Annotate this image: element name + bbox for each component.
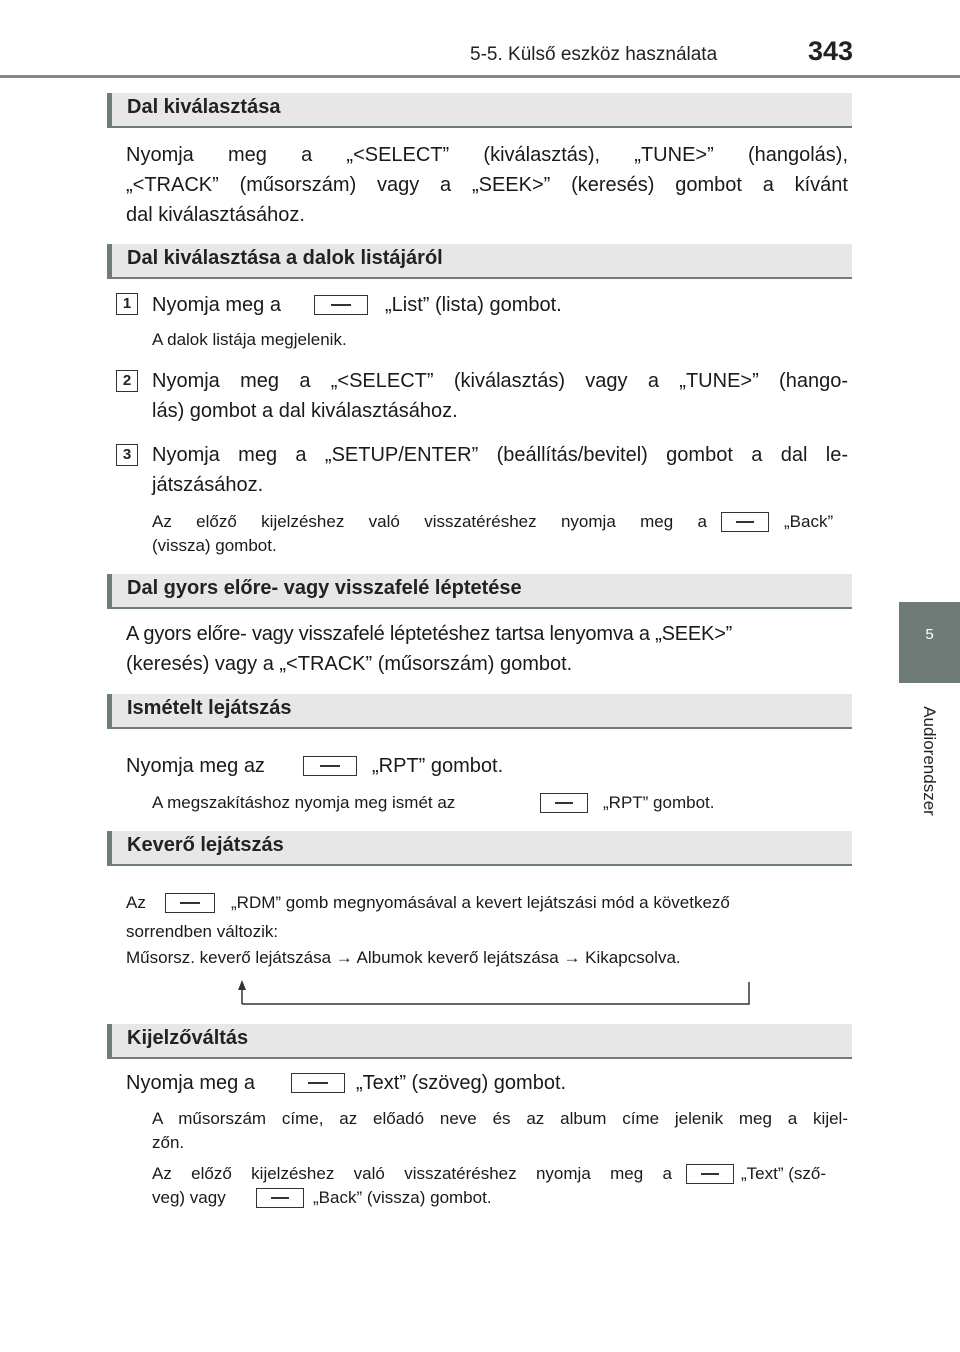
step-note: A dalok listája megjelenik.	[152, 330, 347, 349]
paragraph-text: Műsorsz. keverő lejátszása → Albumok keverő lejátszása → Kikapcsolva.	[126, 948, 681, 967]
list-key-icon	[314, 295, 368, 315]
chapter-number: 5	[925, 626, 934, 643]
step-text: játszásához.	[152, 474, 264, 496]
rpt-key-icon	[540, 793, 588, 813]
section-heading-display	[107, 1024, 852, 1059]
step-text: Nyomja meg a „SETUP/ENTER” (beállítás/bevitel) gombot a dal le-	[152, 444, 848, 466]
step-text: lás) gombot a dal kiválasztásához.	[152, 400, 458, 422]
cycle-arrow-icon	[230, 978, 760, 1008]
section-heading-text: Keverő lejátszás	[127, 834, 284, 856]
section-heading-text: Dal kiválasztása	[127, 96, 281, 118]
paragraph-text: „RPT” gombot.	[372, 755, 504, 777]
paragraph-note: A megszakításhoz nyomja meg ismét az	[152, 793, 456, 812]
back-key-icon	[721, 512, 769, 532]
paragraph-text: sorrendben változik:	[126, 922, 279, 941]
section-heading-song-select	[107, 93, 852, 128]
paragraph-text: „RDM” gomb megnyomásával a kevert lejátszási mód a következő	[231, 893, 730, 912]
page-number: 343	[808, 36, 854, 66]
section-heading-text: Dal kiválasztása a dalok listájáról	[127, 247, 443, 269]
paragraph-line: dal kiválasztásához.	[126, 204, 305, 226]
step-note: (vissza) gombot.	[152, 536, 277, 555]
header-section-title: 5-5. Külső eszköz használata	[470, 44, 718, 65]
header-rule	[0, 75, 960, 78]
rpt-key-icon	[303, 756, 357, 776]
paragraph-line: A gyors előre- vagy visszafelé léptetéshez tartsa lenyomva a „SEEK>”	[126, 623, 733, 645]
step-text: Nyomja meg a „<SELECT” (kiválasztás) vagy a „TUNE>” (hango-	[152, 370, 848, 392]
chapter-label: Audiorendszer	[920, 706, 939, 816]
paragraph-text: Nyomja meg a	[126, 1072, 255, 1094]
step-number-box: 2	[116, 370, 138, 392]
paragraph-note: A műsorszám címe, az előadó neve és az album címe jelenik meg a kijel-	[152, 1109, 848, 1128]
step-note: „Back”	[784, 512, 834, 531]
paragraph-note: Az előző kijelzéshez való visszatéréshez nyomja meg a	[152, 1164, 672, 1183]
text-key-icon	[291, 1073, 345, 1093]
paragraph-line: „<TRACK” (műsorszám) vagy a „SEEK>” (keresés) gombot a kívánt	[126, 174, 848, 196]
step-note: Az előző kijelzéshez való visszatéréshez nyomja meg a	[152, 512, 707, 531]
chapter-label-box	[899, 683, 960, 840]
text-key-icon	[686, 1164, 734, 1184]
paragraph-note: veg) vagy	[152, 1188, 226, 1207]
step-number-box: 3	[116, 444, 138, 466]
section-heading-repeat	[107, 694, 852, 729]
rdm-key-icon	[165, 893, 215, 913]
paragraph-line: Nyomja meg a „<SELECT” (kiválasztás), „TUNE>” (hangolás),	[126, 144, 848, 166]
paragraph-note: „Text” (sző-	[741, 1164, 826, 1183]
step-number-box: 1	[116, 293, 138, 315]
paragraph-note: „RPT” gombot.	[603, 793, 715, 812]
section-heading-fast-seek	[107, 574, 852, 609]
paragraph-text: Nyomja meg az	[126, 755, 265, 777]
paragraph-text: „Text” (szöveg) gombot.	[356, 1072, 567, 1094]
section-heading-text: Dal gyors előre- vagy visszafelé léptetése	[127, 577, 522, 599]
section-heading-text: Kijelzőváltás	[127, 1027, 249, 1049]
section-heading-song-list	[107, 244, 852, 279]
section-heading-text: Ismételt lejátszás	[127, 697, 292, 719]
section-heading-random	[107, 831, 852, 866]
paragraph-note: „Back” (vissza) gombot.	[313, 1188, 492, 1207]
paragraph-text: Az	[126, 893, 146, 912]
step-text: Nyomja meg a	[152, 294, 281, 316]
paragraph-note: zőn.	[152, 1133, 185, 1152]
chapter-tab	[899, 602, 960, 683]
paragraph-line: (keresés) vagy a „<TRACK” (műsorszám) gombot.	[126, 653, 573, 675]
step-text: „List” (lista) gombot.	[385, 294, 562, 316]
back-key-icon	[256, 1188, 304, 1208]
page-header	[0, 0, 960, 80]
